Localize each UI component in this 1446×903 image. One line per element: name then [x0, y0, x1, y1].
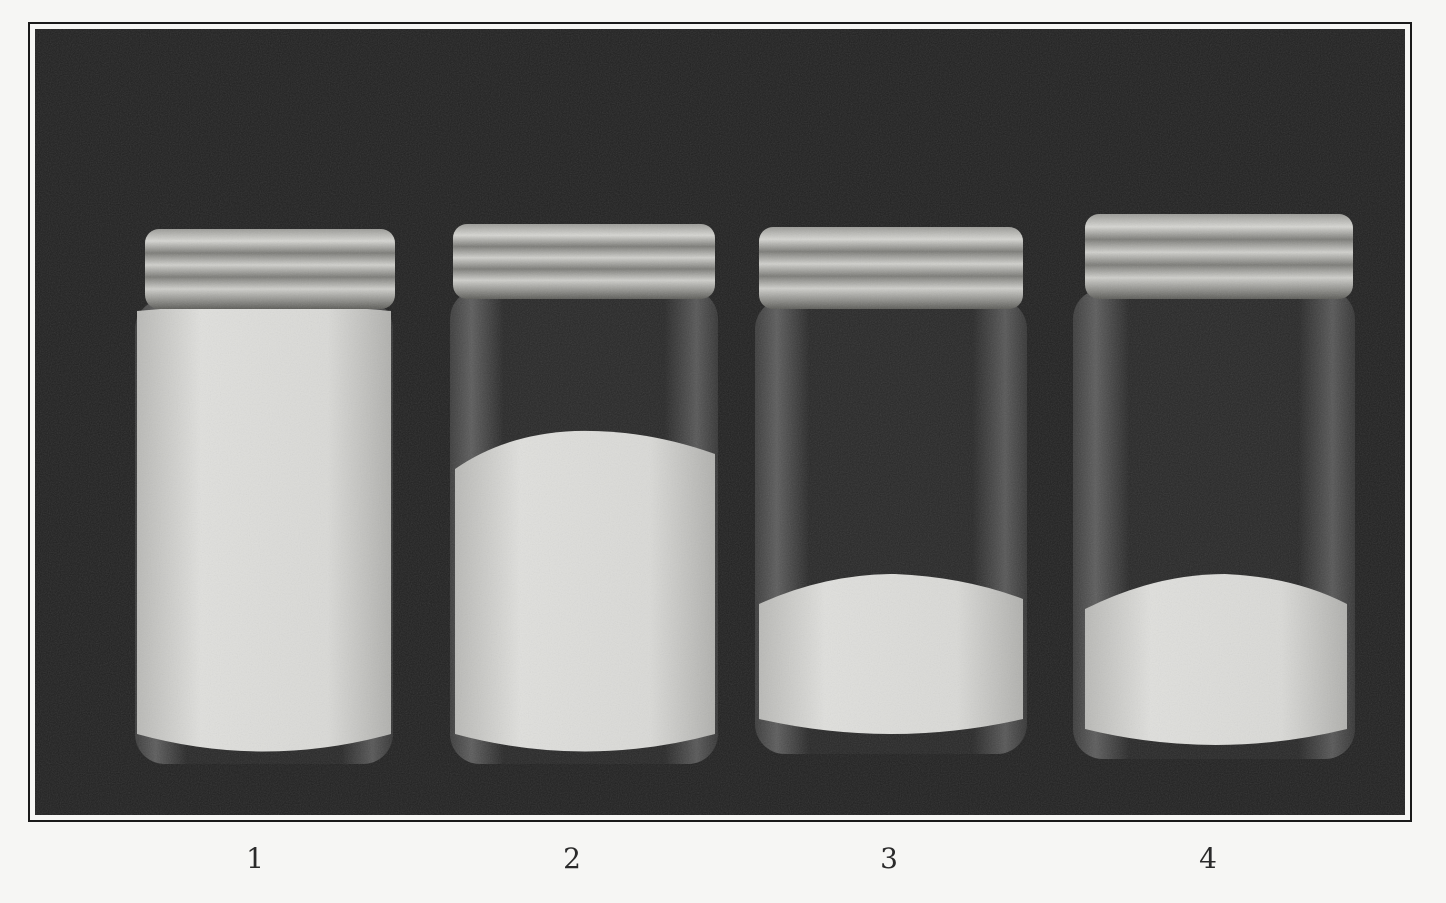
jar-label-1: 1 — [246, 842, 264, 875]
photograph — [35, 29, 1405, 815]
jar-label-2: 2 — [563, 842, 581, 875]
jars-photo — [35, 29, 1405, 815]
photo-frame — [28, 22, 1412, 822]
jar-label-4: 4 — [1199, 842, 1217, 875]
jar-label-3: 3 — [880, 842, 898, 875]
